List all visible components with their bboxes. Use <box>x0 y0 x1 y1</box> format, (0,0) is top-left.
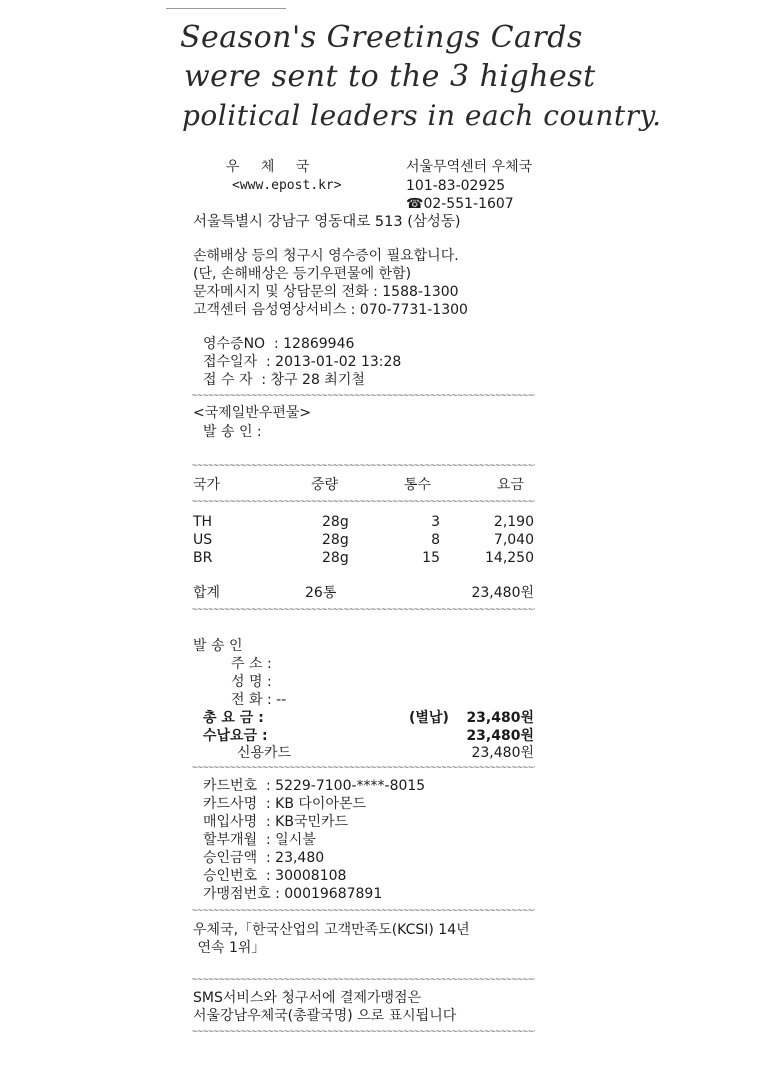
row-country: US <box>193 532 213 548</box>
branch-name: 서울무역센터 우체국 <box>406 159 533 175</box>
card-info-row <box>203 813 348 831</box>
card-info-label: 가맹점번호 : <box>203 886 285 902</box>
receipt-info-row <box>203 335 354 353</box>
row-count: 8 <box>431 532 440 548</box>
row-fee: 14,250 <box>485 550 534 566</box>
card-payment-value: 23,480원 <box>471 745 534 761</box>
total-count: 26통 <box>305 585 337 601</box>
row-fee: 7,040 <box>493 532 534 548</box>
tilde-divider <box>192 978 535 983</box>
tilde-divider <box>192 394 535 399</box>
total-fee-label: 총 요 금 : <box>203 710 264 726</box>
total-fee-value: 23,480원 <box>466 710 534 726</box>
card-info-value: 00019687891 <box>284 886 383 902</box>
card-info-value: 5229-7100-****-8015 <box>275 778 426 794</box>
sender-name-label: 성 명 : <box>231 674 272 690</box>
branch-phone: ☎02-551-1607 <box>406 196 514 212</box>
receipt-info-row <box>203 353 401 371</box>
card-info-row <box>203 795 366 813</box>
tilde-divider <box>192 766 535 771</box>
mail-type: <국제일반우편물> <box>193 405 312 421</box>
tilde-divider <box>192 464 535 469</box>
receipt-clerk-value: 창구 28 최기철 <box>270 372 365 388</box>
card-info-value: 30008108 <box>275 868 347 884</box>
sender-address-label: 주 소 : <box>231 656 272 672</box>
total-fee-note: (별납) <box>409 710 449 726</box>
card-info-label: 매입사명 : <box>203 814 276 830</box>
card-info-row <box>203 777 425 795</box>
row-country: TH <box>193 514 213 530</box>
card-info-value: 23,480 <box>275 850 325 866</box>
card-info-label: 승인번호 : <box>203 868 276 884</box>
col-header-fee: 요금 <box>497 477 525 493</box>
sender-phone-label: 전 화 : -- <box>231 692 287 708</box>
row-weight: 28g <box>322 514 349 530</box>
row-country: BR <box>193 550 213 566</box>
notice-line: 고객센터 음성영상서비스 : 070-7731-1300 <box>193 302 468 318</box>
receipt-date-value: 2013-01-02 13:28 <box>275 354 402 370</box>
business-number: 101-83-02925 <box>406 178 506 194</box>
sender-title: 발 송 인 <box>193 638 243 654</box>
row-weight: 28g <box>322 550 349 566</box>
received-value: 23,480원 <box>466 728 534 744</box>
receipt-clerk-label: 접 수 자 : <box>203 372 271 388</box>
card-info-value: 일시불 <box>275 832 316 848</box>
card-info-row <box>203 885 382 903</box>
award-line: 연속 1위」 <box>193 940 266 956</box>
card-info-label: 할부개월 : <box>203 832 276 848</box>
col-header-weight: 중량 <box>311 477 339 493</box>
card-info-value: KB 다이아몬드 <box>275 796 367 812</box>
handwritten-line: were sent to the 3 highest <box>184 59 596 94</box>
award-line: 우체국,「한국산업의 고객만족도(KCSI) 14년 <box>193 922 470 938</box>
card-payment-label: 신용카드 <box>237 745 292 761</box>
card-info-row <box>203 849 324 867</box>
notice-line: (단, 손해배상은 등기우편물에 한함) <box>193 266 412 282</box>
card-info-row <box>203 831 316 849</box>
tilde-divider <box>192 1030 535 1035</box>
row-count: 15 <box>422 550 440 566</box>
sms-notice-line: 서울강남우체국(총괄국명) 으로 표시됩니다 <box>193 1008 457 1024</box>
row-count: 3 <box>431 514 440 530</box>
col-header-country: 국가 <box>193 477 221 493</box>
card-info-label: 카드번호 : <box>203 778 276 794</box>
sms-notice-line: SMS서비스와 청구서에 결제가맹점은 <box>193 990 422 1006</box>
row-weight: 28g <box>322 532 349 548</box>
handwritten-line: Season's Greetings Cards <box>180 20 583 55</box>
receipt-no-value: 12869946 <box>283 336 355 352</box>
notice-line: 손해배상 등의 청구시 영수증이 필요합니다. <box>193 248 459 264</box>
total-label: 합계 <box>193 585 221 601</box>
website: <www.epost.kr> <box>232 178 342 193</box>
tilde-divider <box>192 500 535 505</box>
sender-header: 발 송 인 : <box>203 424 262 440</box>
row-fee: 2,190 <box>493 514 534 530</box>
card-info-value: KB국민카드 <box>275 814 349 830</box>
notice-line: 문자메시지 및 상담문의 전화 : 1588-1300 <box>193 284 459 300</box>
card-info-label: 카드사명 : <box>203 796 276 812</box>
card-info-row <box>203 867 346 885</box>
total-fee: 23,480원 <box>471 585 534 601</box>
receipt-date-label: 접수일자 : <box>203 354 276 370</box>
office-label: 우 체 국 <box>226 159 312 175</box>
branch-address: 서울특별시 강남구 영동대로 513 (삼성동) <box>193 214 461 230</box>
receipt-info-row <box>203 371 365 389</box>
receipt-no-label: 영수증NO : <box>203 336 284 352</box>
tilde-divider <box>192 909 535 914</box>
handwritten-line: political leaders in each country. <box>182 99 662 132</box>
col-header-count: 통수 <box>404 477 432 493</box>
received-label: 수납요금 : <box>203 728 268 744</box>
tilde-divider <box>192 608 535 613</box>
card-info-label: 승인금액 : <box>203 850 276 866</box>
